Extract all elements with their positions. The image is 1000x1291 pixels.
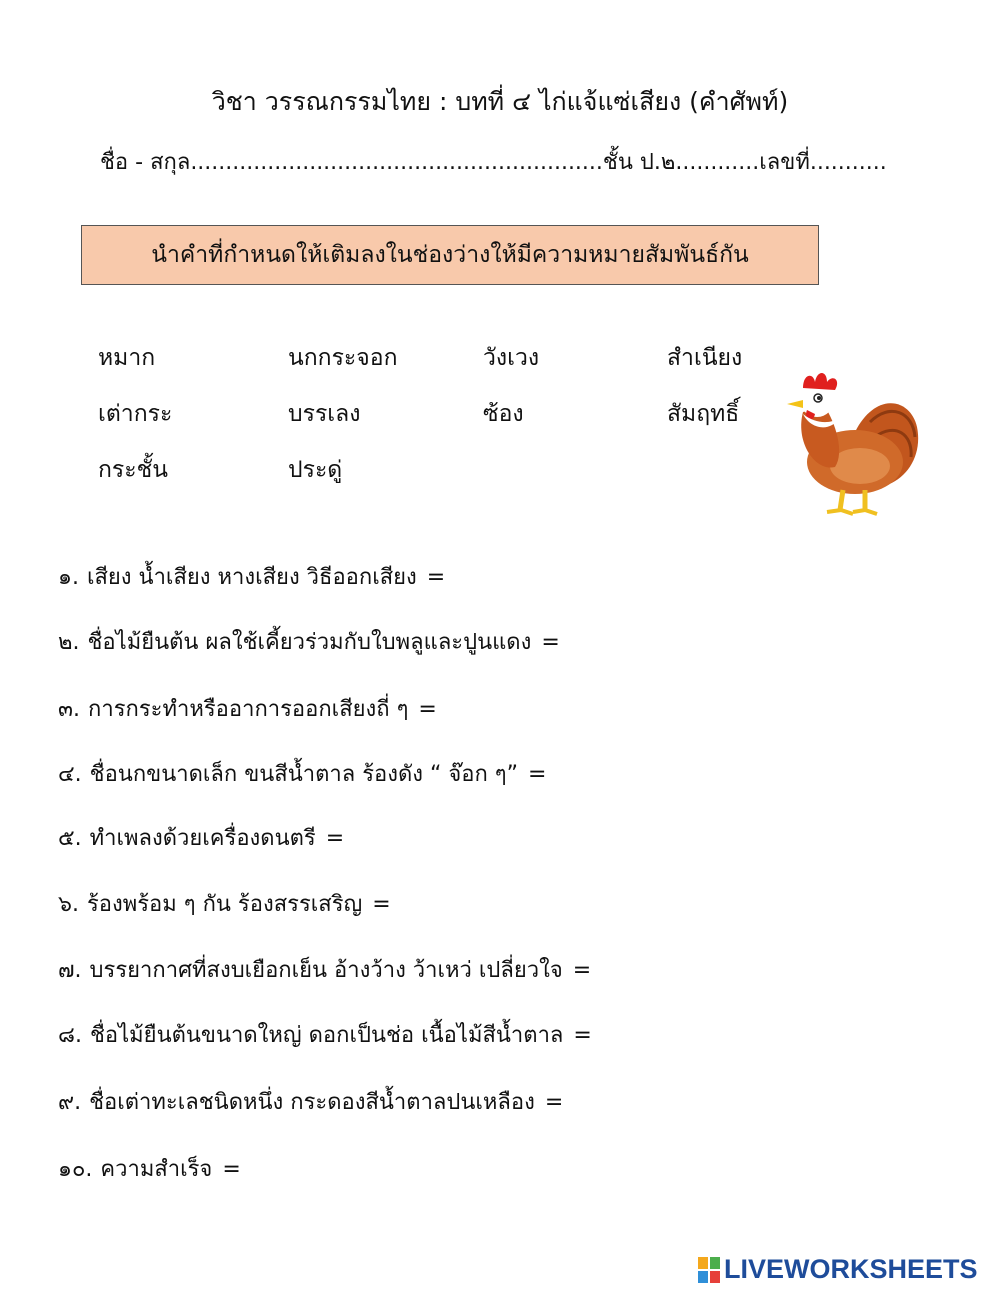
class-field[interactable]: ............	[675, 150, 760, 175]
question-text: ชื่อนกขนาดเล็ก ขนสีน้ำตาล ร้องดัง “ จ๊อก ๆ”	[89, 762, 519, 787]
answer-blank[interactable]	[556, 777, 846, 781]
answer-blank[interactable]	[570, 645, 872, 649]
equals-sign: =	[573, 1023, 592, 1048]
question-text: ความสำเร็จ	[100, 1157, 213, 1182]
equals-sign: =	[541, 630, 560, 655]
answer-blank[interactable]	[447, 712, 873, 716]
answer-blank[interactable]	[601, 973, 863, 977]
equals-sign: =	[372, 892, 391, 917]
question-row	[58, 886, 861, 921]
rooster-icon	[785, 362, 925, 522]
question-text: ชื่อไม้ยืนต้นขนาดใหญ่ ดอกเป็นช่อ เนื้อไม้สีน้ำตาล	[89, 1023, 564, 1048]
word-bank-item: สำเนียง	[667, 345, 743, 371]
word-bank-item: วังเวง	[483, 345, 540, 371]
question-text: ทำเพลงด้วยเครื่องดนตรี	[89, 826, 316, 851]
word-bank-item: นกกระจอก	[288, 345, 398, 371]
student-info-line	[100, 144, 887, 179]
answer-blank[interactable]	[573, 1105, 865, 1109]
question-number: ๔.	[58, 762, 82, 787]
question-text: ชื่อไม้ยืนต้น ผลใช้เคี้ยวร่วมกับใบพลูและปูนแดง	[87, 630, 532, 655]
question-row	[58, 1084, 865, 1119]
word-bank-item: หมาก	[98, 345, 156, 371]
question-text: ชื่อเต่าทะเลชนิดหนึ่ง กระดองสีน้ำตาลปนเหลือง	[89, 1090, 535, 1115]
equals-sign: =	[222, 1157, 241, 1182]
question-number: ๖.	[58, 892, 79, 917]
answer-blank[interactable]	[251, 1172, 903, 1176]
question-number: ๒.	[58, 630, 80, 655]
name-field[interactable]: ...........................................................	[190, 150, 603, 175]
equals-sign: =	[325, 826, 345, 851]
word-bank-item: เต่ากระ	[98, 401, 173, 427]
number-label: เลขที่	[759, 150, 810, 175]
answer-blank[interactable]	[455, 580, 879, 584]
word-bank-item: บรรเลง	[288, 401, 361, 427]
class-label: ชั้น ป.๒	[602, 150, 676, 175]
worksheet-title: วิชา วรรณกรรมไทย : บทที่ ๔ ไก่แจ้แซ่เสียง (คำศัพท์)	[211, 87, 789, 116]
question-row	[58, 1151, 903, 1186]
question-row	[58, 820, 890, 855]
question-row	[58, 559, 879, 594]
question-text: บรรยากาศที่สงบเยือกเย็น อ้างว้าง ว้าเหว่ เปลี่ยวใจ	[89, 958, 563, 983]
question-number: ๑.	[58, 565, 79, 590]
question-text: เสียง น้ำเสียง หางเสียง วิธีออกเสียง	[86, 565, 417, 590]
equals-sign: =	[426, 565, 446, 590]
question-number: ๑๐.	[58, 1157, 93, 1182]
equals-sign: =	[544, 1090, 564, 1115]
question-number: ๘.	[58, 1023, 82, 1048]
question-row	[58, 952, 863, 987]
question-row	[58, 756, 846, 791]
equals-sign: =	[418, 697, 437, 722]
instruction-text: นำคำที่กำหนดให้เติมลงในช่องว่างให้มีความหมายสัมพันธ์กัน	[151, 242, 749, 268]
question-row	[58, 1017, 860, 1052]
equals-sign: =	[572, 958, 592, 983]
word-bank-item: ซ้อง	[483, 401, 524, 427]
question-number: ๕.	[58, 826, 82, 851]
question-number: ๙.	[58, 1090, 82, 1115]
question-row	[58, 624, 872, 659]
word-bank-item: ประดู่	[288, 457, 343, 483]
question-text: การกระทำหรืออาการออกเสียงถี่ ๆ	[88, 697, 409, 722]
question-row	[58, 691, 873, 726]
word-bank-item: สัมฤทธิ์	[667, 401, 740, 427]
answer-blank[interactable]	[602, 1038, 860, 1042]
question-text: ร้องพร้อม ๆ กัน ร้องสรรเสริญ	[86, 892, 363, 917]
answer-blank[interactable]	[354, 841, 890, 845]
question-number: ๗.	[58, 958, 82, 983]
name-label: ชื่อ - สกุล	[100, 150, 191, 175]
number-field[interactable]: ...........	[809, 150, 887, 175]
word-bank-item: กระชั้น	[98, 457, 168, 483]
answer-blank[interactable]	[401, 907, 861, 911]
instruction-box	[81, 225, 819, 285]
logo-text: LIVEWORKSHEETS	[724, 1254, 978, 1284]
liveworksheets-logo-icon	[698, 1257, 720, 1283]
liveworksheets-logo[interactable]	[698, 1254, 978, 1285]
equals-sign: =	[528, 762, 547, 787]
question-number: ๓.	[58, 697, 81, 722]
